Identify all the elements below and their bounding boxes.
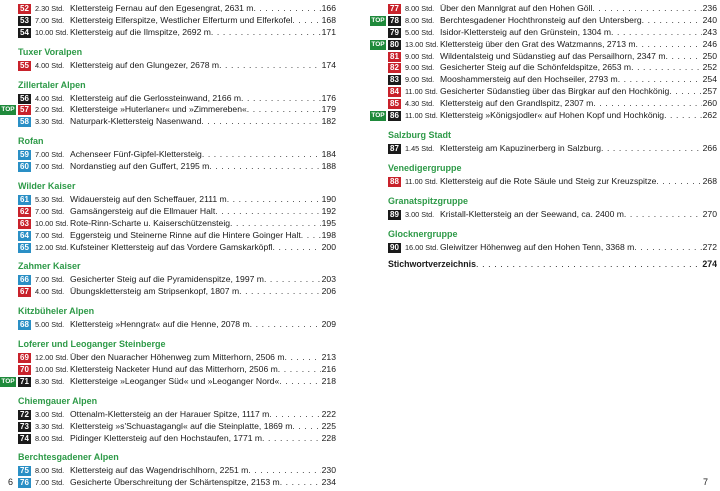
entry-title: Rote-Rinn-Scharte u. Kaiserschützensteig <box>70 217 231 228</box>
duration: 2.00 Std. <box>35 105 65 115</box>
toc-entry[interactable] <box>18 161 336 173</box>
entry-title: Klettersteig auf das Wagendrischlhorn, 2251 m <box>70 465 249 476</box>
route-number-badge: 58 <box>18 117 31 127</box>
section-heading: Loferer und Leoganger Steinberge <box>18 339 166 350</box>
duration: 4.00 Std. <box>35 287 65 297</box>
entry-line <box>70 433 336 445</box>
entry-title: Gamsängersteig auf die Ellmauer Halt <box>70 205 216 216</box>
dot-leader <box>592 3 701 15</box>
route-number-badge: 61 <box>18 195 31 205</box>
entry-line <box>70 206 336 218</box>
entry-title: Klettersteig über den Grat des Watzmanns, 2713 m <box>440 38 636 49</box>
dot-leader <box>279 376 320 388</box>
route-number-badge: 52 <box>18 4 31 14</box>
section-heading: Venedigergruppe <box>388 162 462 173</box>
section-heading: Berchtesgadener Alpen <box>18 452 119 463</box>
page-ref: 257 <box>702 86 717 97</box>
entry-title: Klettersteig auf die Ilmspitze, 2692 m <box>70 26 211 37</box>
route-number-badge: 74 <box>18 434 31 444</box>
entry-line <box>70 286 336 298</box>
page-ref: 243 <box>702 26 717 37</box>
entry-title: Klettersteig Elferspitze, Westlicher Elferturm und Elferkofel <box>70 14 293 25</box>
entry-line <box>70 274 336 286</box>
page-ref: 168 <box>321 14 336 25</box>
toc-entry[interactable] <box>388 3 717 15</box>
page-ref: 272 <box>702 241 717 252</box>
entry-line <box>70 409 336 421</box>
page-ref: 228 <box>321 432 336 443</box>
page-ref: 184 <box>321 149 336 160</box>
route-number-badge: 82 <box>388 63 401 73</box>
dot-leader <box>211 27 321 39</box>
top-badge: TOP <box>1 106 15 114</box>
route-number-badge: 78 <box>388 16 401 26</box>
entry-line <box>440 15 717 27</box>
entry-title: Klettersteig auf den Glungezer, 2678 m <box>70 59 220 70</box>
entry-line <box>440 3 717 15</box>
page-ref: 222 <box>321 408 336 419</box>
page-ref: 266 <box>702 142 717 153</box>
duration: 5.00 Std. <box>35 320 65 330</box>
entry-title: Kufsteiner Klettersteig auf das Vordere Gamskarköpfl <box>70 241 273 252</box>
section-heading: Chiemgauer Alpen <box>18 395 98 406</box>
entry-title: Kristall-Klettersteig an der Seewand, ca. 2400 m <box>440 208 624 219</box>
toc-entry[interactable] <box>18 242 336 254</box>
dot-leader <box>239 286 321 298</box>
page-ref: 174 <box>321 59 336 70</box>
toc-entry[interactable] <box>18 206 336 218</box>
duration: 7.00 Std. <box>35 478 65 488</box>
page-ref: 268 <box>702 175 717 186</box>
entry-title: Klettersteig am Kapuzinerberg in Salzburg <box>440 142 601 153</box>
toc-entry[interactable] <box>18 218 336 230</box>
dot-leader <box>636 39 702 51</box>
toc-entry[interactable] <box>371 110 717 122</box>
page-ref: 274 <box>702 259 717 270</box>
entry-title: Achenseer Fünf-Gipfel-Klettersteig <box>70 149 202 160</box>
entry-line <box>70 116 336 128</box>
entry-line <box>70 60 336 72</box>
entry-line <box>440 62 717 74</box>
toc-entry[interactable] <box>388 98 717 110</box>
page-ref: 206 <box>321 286 336 297</box>
page-ref: 260 <box>702 98 717 109</box>
toc-entry[interactable] <box>388 86 717 98</box>
page-ref: 234 <box>321 477 336 488</box>
duration: 8.00 Std. <box>405 4 435 13</box>
route-number-badge: 80 <box>388 40 401 50</box>
entry-title: Klettersteig »Henngrat« auf die Henne, 2078 m <box>70 319 250 330</box>
entry-line <box>440 51 717 63</box>
toc-entry[interactable] <box>388 143 717 155</box>
route-number-badge: 83 <box>388 75 401 85</box>
entry-line <box>70 242 336 254</box>
route-number-badge: 69 <box>18 353 31 363</box>
entry-line <box>70 421 336 433</box>
dot-leader <box>219 60 321 72</box>
section-heading: Granatspitzgruppe <box>388 195 469 206</box>
entry-line <box>70 161 336 173</box>
duration: 7.00 Std. <box>35 162 65 172</box>
route-number-badge: 67 <box>18 287 31 297</box>
duration: 8.00 Std. <box>35 433 65 443</box>
entry-line <box>440 176 717 188</box>
route-number-badge: 59 <box>18 150 31 160</box>
dot-leader <box>278 364 321 376</box>
dot-leader <box>248 465 320 477</box>
dot-leader <box>476 257 702 271</box>
duration: 8.30 Std. <box>35 376 65 386</box>
dot-leader <box>664 110 702 122</box>
dot-leader <box>273 242 321 254</box>
route-number-badge: 55 <box>18 61 31 71</box>
dot-leader <box>269 409 320 421</box>
toc-entry[interactable] <box>18 364 336 376</box>
entry-title: Klettersteig auf die Gerlossteinwand, 2166 m <box>70 92 242 103</box>
entry-title: Ottenalm-Klettersteig an der Harauer Spitze, 1117 m <box>70 408 270 419</box>
dot-leader <box>618 74 702 86</box>
dot-leader <box>642 15 702 27</box>
toc-right-column <box>371 3 717 271</box>
entry-line <box>70 465 336 477</box>
dot-leader <box>247 104 321 116</box>
dot-leader <box>292 421 320 433</box>
toc-entry[interactable] <box>18 230 336 242</box>
section-heading: Zahmer Kaiser <box>18 261 81 272</box>
toc-entry[interactable] <box>18 433 336 445</box>
duration: 3.00 Std. <box>405 209 435 219</box>
entry-title: Über den Mannlgrat auf den Hohen Göll <box>440 3 593 13</box>
dot-leader <box>634 242 701 254</box>
toc-entry[interactable] <box>388 242 717 254</box>
entry-title: Klettersteig »s'Schuastagangl« auf die Steinplatte, 1869 m <box>70 420 293 431</box>
toc-entry[interactable] <box>18 352 336 364</box>
route-number-badge: 89 <box>388 210 401 220</box>
route-number-badge: 90 <box>388 243 401 253</box>
duration: 8.00 Std. <box>405 15 435 25</box>
entry-title: Eggersteig und Steinerne Rinne auf die Hintere Goinger Halt <box>70 229 301 240</box>
toc-entry[interactable] <box>388 62 717 74</box>
route-number-badge: 65 <box>18 243 31 253</box>
dot-leader <box>593 98 701 110</box>
section-heading: Rofan <box>18 136 44 147</box>
route-number-badge: 76 <box>18 478 31 488</box>
route-number-badge: 62 <box>18 207 31 217</box>
duration: 9.00 Std. <box>405 51 435 61</box>
duration: 11.00 Std. <box>405 176 438 186</box>
toc-left-column <box>1 3 336 489</box>
entry-title: Klettersteig Nacketer Hund auf das Mitterhorn, 2506 m <box>70 364 278 375</box>
entry-line <box>70 3 336 15</box>
duration: 10.00 Std. <box>35 218 69 228</box>
entry-line <box>70 218 336 230</box>
duration: 4.00 Std. <box>35 93 65 103</box>
top-badge: TOP <box>371 112 385 120</box>
route-number-badge: 70 <box>18 365 31 375</box>
duration: 8.00 Std. <box>35 466 65 476</box>
duration: 9.00 Std. <box>405 63 435 73</box>
entry-title: Gesicherter Südanstieg über das Birgkar auf den Hochkönig <box>440 86 670 97</box>
toc-entry[interactable] <box>18 60 336 72</box>
entry-title: Gesicherter Steig auf die Schönfeldspitze, 2653 m <box>440 62 632 73</box>
toc-entry[interactable] <box>388 27 717 39</box>
duration: 2.30 Std. <box>35 4 65 13</box>
duration: 7.00 Std. <box>35 206 65 216</box>
toc-entry[interactable] <box>18 421 336 433</box>
section-heading: Zillertaler Alpen <box>18 79 86 90</box>
entry-title: Nordanstieg auf den Guffert, 2195 m <box>70 161 210 172</box>
entry-title: Übungsklettersteig am Stripsenkopf, 1807 m <box>70 286 240 297</box>
route-number-badge: 75 <box>18 466 31 476</box>
route-number-badge: 57 <box>18 105 31 115</box>
entry-title: Klettersteig »Königsjodler« auf Hohen Kopf und Hochkönig <box>440 110 665 121</box>
page-ref: 270 <box>702 208 717 219</box>
route-number-badge: 54 <box>18 28 31 38</box>
dot-leader <box>301 230 321 242</box>
toc-entry[interactable] <box>1 104 336 116</box>
entry-title: Berchtesgadener Hochthronsteig auf den Untersberg <box>440 14 642 25</box>
route-number-badge: 64 <box>18 231 31 241</box>
toc-entry[interactable] <box>18 116 336 128</box>
toc-entry[interactable] <box>18 319 336 331</box>
page-ref: 190 <box>321 194 336 205</box>
toc-entry[interactable] <box>371 38 717 51</box>
page-ref: 192 <box>321 205 336 216</box>
entry-line <box>440 27 717 39</box>
toc-entry[interactable] <box>18 15 336 27</box>
section-heading: Kitzbüheler Alpen <box>18 306 95 317</box>
duration: 5.00 Std. <box>405 27 435 37</box>
entry-title: Gesicherte Überschreitung der Schärtenspitze, 2153 m <box>70 477 280 488</box>
duration: 10.00 Std. <box>35 365 69 375</box>
page-ref: 216 <box>321 364 336 375</box>
route-number-badge: 60 <box>18 162 31 172</box>
entry-title: Klettersteige »Leoganger Süd« und »Leoganger Nord« <box>70 375 280 386</box>
dot-leader <box>201 116 320 128</box>
dot-leader <box>280 477 321 489</box>
page-ref: 195 <box>321 217 336 228</box>
route-number-badge: 85 <box>388 99 401 109</box>
entry-line <box>440 209 717 221</box>
route-number-badge: 66 <box>18 275 31 285</box>
index-entry[interactable] <box>388 257 717 271</box>
dot-leader <box>601 143 702 155</box>
entry-title: Klettersteig Fernau auf den Egesengrat, 2631 m <box>70 3 254 13</box>
duration: 7.00 Std. <box>35 15 65 25</box>
route-number-badge: 72 <box>18 410 31 420</box>
entry-line <box>70 93 336 105</box>
route-number-badge: 71 <box>18 377 31 387</box>
duration: 4.00 Std. <box>35 60 65 70</box>
page-ref: 203 <box>321 274 336 285</box>
page-ref: 209 <box>321 319 336 330</box>
route-number-badge: 81 <box>388 52 401 62</box>
page-ref: 250 <box>702 50 717 61</box>
toc-entry[interactable] <box>18 409 336 421</box>
entry-line <box>440 143 717 155</box>
entry-title: Klettersteige »Huterlaner« und »Zimmereben« <box>70 104 247 115</box>
duration: 13.00 Std. <box>405 39 439 49</box>
duration: 3.00 Std. <box>35 409 65 419</box>
section-heading: Glocknergruppe <box>388 228 458 239</box>
toc-entry[interactable] <box>18 465 336 477</box>
page-number-right: 7 <box>702 477 708 487</box>
dot-leader <box>624 209 702 221</box>
dot-leader <box>669 86 701 98</box>
duration: 7.00 Std. <box>35 230 65 240</box>
page-ref: 213 <box>321 352 336 363</box>
toc-entry[interactable] <box>18 3 336 15</box>
toc-entry[interactable] <box>388 209 717 221</box>
route-number-badge: 53 <box>18 16 31 26</box>
duration: 12.00 Std. <box>35 242 69 252</box>
toc-entry[interactable] <box>371 14 717 27</box>
entry-title: Gleiwitzer Höhenweg auf den Hohen Tenn, 3368 m <box>440 241 635 252</box>
entry-line <box>70 27 336 39</box>
route-number-badge: 77 <box>388 4 401 14</box>
entry-title: Pidinger Klettersteig auf den Hochstaufen, 1771 m <box>70 432 263 443</box>
entry-line <box>70 352 336 364</box>
page-ref: 198 <box>321 229 336 240</box>
dot-leader <box>611 27 702 39</box>
entry-title: Naturpark-Klettersteig Nasenwand <box>70 116 202 127</box>
page-ref: 200 <box>321 241 336 252</box>
entry-line <box>440 74 717 86</box>
duration: 1.45 Std. <box>405 143 435 153</box>
entry-line <box>70 15 336 27</box>
page-ref: 254 <box>702 74 717 85</box>
section-heading: Tuxer Voralpen <box>18 46 83 57</box>
dot-leader <box>209 161 320 173</box>
dot-leader <box>250 319 321 331</box>
top-badge: TOP <box>371 16 385 24</box>
toc-entry[interactable] <box>388 51 717 63</box>
toc-entry[interactable] <box>18 27 336 39</box>
duration: 3.30 Std. <box>35 421 65 431</box>
dot-leader <box>284 352 320 364</box>
entry-line <box>70 477 336 489</box>
entry-title: Klettersteig auf den Grandlspitz, 2307 m <box>440 98 594 109</box>
entry-title: Widauersteig auf den Scheffauer, 2111 m <box>70 194 227 205</box>
page-number-left: 6 <box>8 477 14 487</box>
duration: 7.00 Std. <box>35 150 65 160</box>
duration: 11.00 Std. <box>405 111 438 121</box>
page-ref: 230 <box>321 465 336 476</box>
page-ref: 182 <box>321 116 336 127</box>
page-ref: 225 <box>321 420 336 431</box>
toc-entry[interactable] <box>18 274 336 286</box>
entry-line <box>440 242 717 254</box>
dot-leader <box>631 62 702 74</box>
route-number-badge: 73 <box>18 422 31 432</box>
entry-line <box>70 364 336 376</box>
entry-line <box>70 319 336 331</box>
duration: 7.00 Std. <box>35 275 65 285</box>
dot-leader <box>264 274 321 286</box>
page-ref: 176 <box>321 92 336 103</box>
dot-leader <box>230 218 321 230</box>
duration: 9.00 Std. <box>405 75 435 85</box>
entry-title: Wildentalsteig und Südanstieg auf das Persailhorn, 2347 m <box>440 50 666 61</box>
route-number-badge: 79 <box>388 28 401 38</box>
entry-title: Klettersteig auf die Rote Säule und Steig zur Kreuzspitze <box>440 175 657 186</box>
route-number-badge: 86 <box>388 111 401 121</box>
page-ref: 262 <box>702 110 717 121</box>
duration: 5.30 Std. <box>35 195 65 205</box>
page-ref: 240 <box>702 14 717 25</box>
toc-entry[interactable] <box>18 194 336 206</box>
entry-line <box>70 104 336 116</box>
page-ref: 179 <box>321 104 336 115</box>
entry-line <box>440 98 717 110</box>
route-number-badge: 88 <box>388 177 401 187</box>
toc-entry[interactable] <box>18 286 336 298</box>
dot-leader <box>215 206 320 218</box>
toc-entry[interactable] <box>18 93 336 105</box>
entry-title: Stichwortverzeichnis <box>388 259 476 270</box>
section-heading: Salzburg Stadt <box>388 129 452 140</box>
entry-line <box>440 110 717 122</box>
dot-leader <box>253 3 320 15</box>
dot-leader <box>666 51 702 63</box>
entry-line <box>70 230 336 242</box>
entry-line <box>440 39 717 51</box>
page-ref: 166 <box>321 3 336 13</box>
entry-line <box>70 149 336 161</box>
dot-leader <box>241 93 321 105</box>
top-badge: TOP <box>371 40 385 48</box>
entry-title: Mooshammersteig auf den Hochseiler, 2793 m <box>440 74 618 85</box>
toc-entry[interactable] <box>388 176 717 188</box>
entry-title: Über den Nuaracher Höhenweg zum Mitterhorn, 2506 m <box>70 352 285 363</box>
dot-leader <box>262 433 321 445</box>
toc-entry[interactable] <box>388 74 717 86</box>
route-number-badge: 87 <box>388 144 401 154</box>
page-ref: 171 <box>321 26 336 37</box>
section-heading: Wilder Kaiser <box>18 181 76 192</box>
page-ref: 188 <box>321 161 336 172</box>
route-number-badge: 63 <box>18 219 31 229</box>
toc-entry[interactable] <box>18 149 336 161</box>
toc-entry[interactable] <box>1 375 336 388</box>
entry-line <box>70 194 336 206</box>
route-number-badge: 56 <box>18 94 31 104</box>
page-ref: 246 <box>702 38 717 49</box>
top-badge: TOP <box>1 377 15 385</box>
page-ref: 236 <box>702 3 717 13</box>
page-ref: 218 <box>321 375 336 386</box>
duration: 4.30 Std. <box>405 99 435 109</box>
dot-leader <box>227 194 321 206</box>
entry-title: Isidor-Klettersteig auf den Grünstein, 1304 m <box>440 26 612 37</box>
duration: 12.00 Std. <box>35 353 69 363</box>
page-ref: 252 <box>702 62 717 73</box>
dot-leader <box>202 149 321 161</box>
dot-leader <box>656 176 701 188</box>
entry-title: Gesicherter Steig auf die Pyramidenspitze, 1997 m <box>70 274 264 285</box>
dot-leader <box>292 15 320 27</box>
entry-line <box>440 86 717 98</box>
duration: 3.30 Std. <box>35 117 65 127</box>
duration: 10.00 Std. <box>35 27 69 37</box>
duration: 16.00 Std. <box>405 242 439 252</box>
entry-line <box>70 376 336 388</box>
route-number-badge: 68 <box>18 320 31 330</box>
toc-entry[interactable] <box>18 477 336 489</box>
route-number-badge: 84 <box>388 87 401 97</box>
duration: 11.00 Std. <box>405 87 438 97</box>
